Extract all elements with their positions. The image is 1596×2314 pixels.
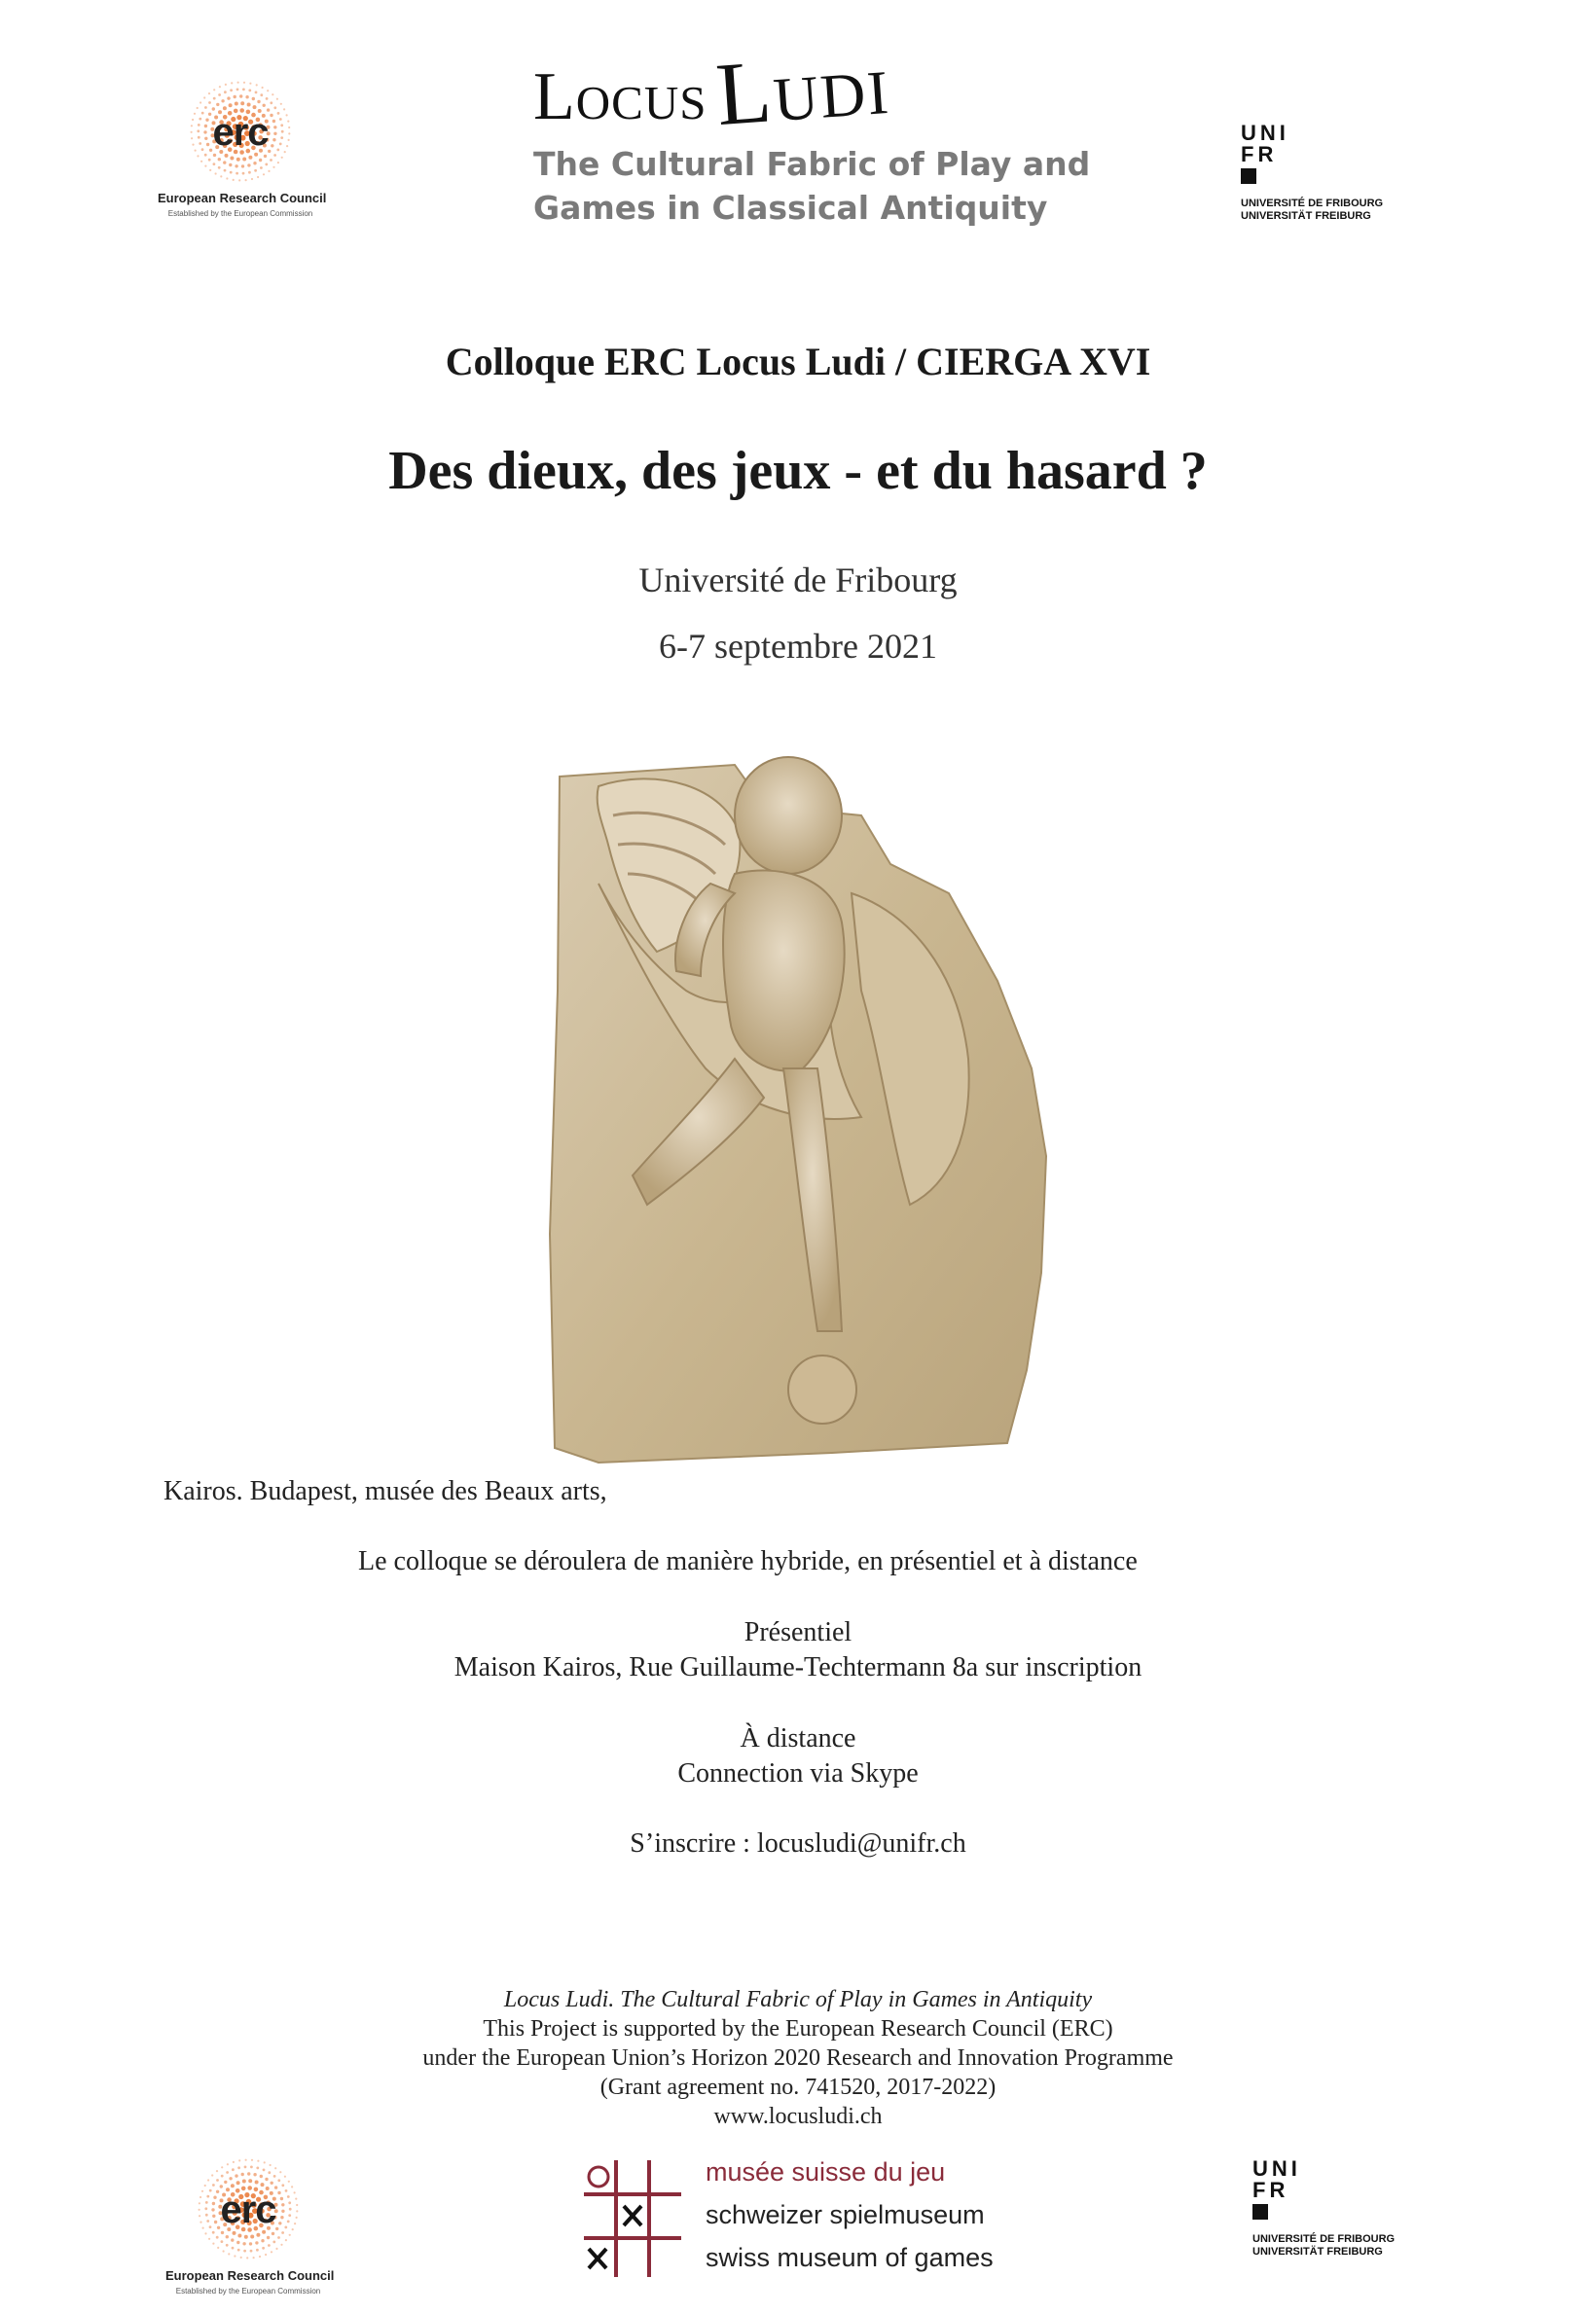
remote-detail: Connection via Skype (677, 1758, 919, 1789)
ludi-word: Ludi (713, 32, 893, 145)
locus-ludi-subtitle-1: The Cultural Fabric of Play and (533, 145, 1091, 183)
remote-heading: À distance (740, 1723, 856, 1754)
locus-ludi-logo (533, 32, 1091, 230)
remote-block (0, 1721, 1596, 1791)
relief-illustration (540, 747, 1056, 1467)
museum-name-en: swiss museum of games (706, 2243, 994, 2272)
event-series: Colloque ERC Locus Ludi / CIERGA XVI (445, 340, 1151, 383)
locus-ludi-subtitle-2: Games in Classical Antiquity (533, 189, 1048, 227)
footer-support-1: This Project is supported by the European Research Council (ERC) (483, 2016, 1113, 2042)
onsite-heading: Présentiel (744, 1617, 852, 1647)
kairos-relief-image (540, 747, 1056, 1467)
unifr-mark-1: UNI (1252, 2156, 1301, 2181)
onsite-block (0, 1615, 1596, 1685)
unifr-logo-bottom (1252, 2158, 1418, 2259)
erc-dots-icon (187, 78, 294, 185)
erc-logo-text: erc (220, 2188, 276, 2231)
unifr-names (1252, 2233, 1418, 2259)
locus-word: Locus (533, 59, 707, 134)
event-place: Université de Fribourg (638, 560, 958, 599)
erc-established: Established by the European Commission (175, 2287, 321, 2296)
erc-council-name: European Research Council (165, 2268, 335, 2283)
museum-name-fr: musée suisse du jeu (706, 2157, 946, 2187)
locus-ludi-title (533, 32, 1090, 145)
erc-council-name: European Research Council (158, 191, 327, 205)
unifr-square-icon (1241, 168, 1256, 184)
unifr-logo-top (1241, 123, 1406, 223)
museum-name-de: schweizer spielmuseum (706, 2200, 985, 2229)
tic-tac-toe-icon (579, 2155, 686, 2282)
onsite-detail: Maison Kairos, Rue Guillaume-Techtermann 8a sur inscription (453, 1652, 1143, 1682)
event-date: 6-7 septembre 2021 (659, 627, 937, 666)
footer-grant: (Grant agreement no. 741520, 2017-2022) (599, 2075, 997, 2100)
register-info[interactable]: S’inscrire : locusludi@unifr.ch (630, 1828, 966, 1859)
unifr-name-de: UNIVERSITÄT FREIBURG (1252, 2246, 1383, 2258)
unifr-names (1241, 198, 1406, 223)
erc-logo-top (158, 78, 327, 218)
unifr-mark-2: FR (1241, 142, 1278, 166)
unifr-name-fr: UNIVERSITÉ DE FRIBOURG (1241, 198, 1384, 209)
footer-credits (0, 1985, 1596, 2131)
event-title: Des dieux, des jeux - et du hasard ? (388, 441, 1208, 501)
erc-logo-text: erc (212, 111, 269, 154)
unifr-square-icon (1252, 2204, 1268, 2220)
erc-established: Established by the European Commission (167, 209, 313, 218)
unifr-mark-2: FR (1252, 2178, 1289, 2202)
footer-website[interactable]: www.locusludi.ch (713, 2104, 883, 2129)
erc-logo-bottom (165, 2155, 335, 2296)
image-caption: Kairos. Budapest, musée des Beaux arts, (163, 1476, 607, 1506)
footer-support-2: under the European Union’s Horizon 2020 Research and Innovation Programme (422, 2045, 1174, 2071)
unifr-name-fr: UNIVERSITÉ DE FRIBOURG (1252, 2233, 1396, 2245)
unifr-mark-1: UNI (1241, 121, 1289, 145)
footer-project: Locus Ludi. The Cultural Fabric of Play in Games in Antiquity (503, 1987, 1093, 2012)
format-info: Le colloque se déroulera de manière hybride, en présentiel et à distance (358, 1546, 1138, 1576)
erc-dots-icon (195, 2155, 302, 2262)
museum-logo (579, 2155, 1027, 2282)
unifr-name-de: UNIVERSITÄT FREIBURG (1241, 210, 1371, 222)
